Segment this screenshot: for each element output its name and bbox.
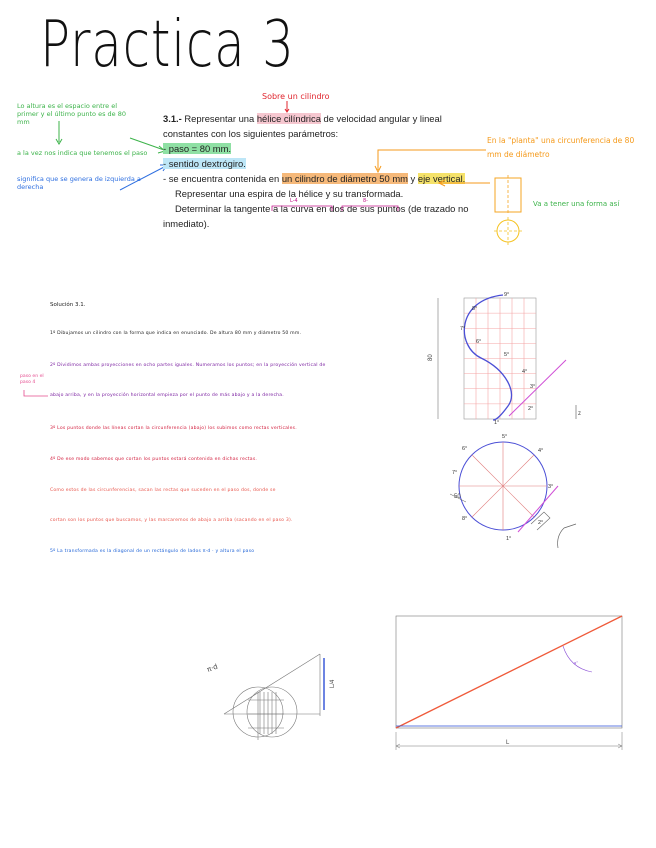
bullet-direction: - sentido dextrógiro.: [163, 158, 246, 169]
tangent-line: [509, 360, 566, 416]
solution-step-line: Como estos de las circunferencias, sacan las rectas que suceden en el paso dos, donde se: [50, 488, 276, 493]
helix-elevation-figure: [426, 288, 586, 428]
arrow-green-icon: [128, 136, 168, 156]
annotation-small: 8-: [363, 198, 368, 204]
plan-point-labels: [452, 434, 553, 542]
annotation-plan-note: En la "planta" una circunferencia de 80 mm de diámetro: [487, 136, 635, 159]
exercise-text: Representar una: [181, 113, 257, 124]
elevation-point-label: 7°: [460, 326, 466, 332]
length-label: L: [506, 740, 510, 746]
elevation-point-label: 6°: [476, 339, 482, 345]
arrow-orange-left-icon: [436, 178, 492, 188]
annotation-step-note: a la vez nos indica que tenemos el paso: [17, 149, 148, 157]
highlight-cylinder: un cilindro de diámetro 50 mm: [281, 173, 408, 184]
plan-point-label: 3°: [548, 484, 554, 490]
transform-figure: [388, 608, 628, 758]
plan-divisions: [459, 442, 547, 530]
tangent-construction-figure: [200, 640, 340, 750]
cylinder-sketch-icon: [492, 175, 528, 247]
arrow-orange-icon: [370, 146, 490, 174]
solution-step-line: cortan son los puntos que buscamos, y las marcaremos de abajo a arriba (sacando en el paso 3).: [50, 518, 293, 523]
bullet-step: - paso = 80 mm.: [163, 143, 232, 154]
elevation-point-label: 1°: [494, 420, 500, 426]
z-label: z: [578, 411, 581, 417]
plan-point-label: 4°: [538, 448, 544, 454]
solution-step-line: 5º La transformada es la diagonal de un rectángulo de lados π·d · y altura el paso: [50, 549, 255, 554]
plan-point-label: 1°: [506, 536, 512, 542]
exercise-number: 3.1.-: [163, 113, 182, 124]
solution-side-note: paso en el paso 4: [20, 374, 44, 385]
exercise-text: - se encuentra contenida en: [163, 173, 282, 184]
elevation-point-label: 2°: [528, 406, 534, 412]
diameter-label: 50: [454, 494, 461, 500]
arrow-down-green-icon: [55, 120, 63, 146]
solution-step-line: 1º Dibujamos un cilindro con la forma que indica en enunciado. De altura 80 mm y diámetro 50 mm.: [50, 331, 302, 336]
solution-step-line: 4º De ese modo sabemos que cortan los puntos estará contenida en dichas rectas.: [50, 457, 258, 462]
annotation-cylinder: Sobre un cilindro: [262, 92, 330, 101]
quarter-label: L/4: [330, 679, 336, 688]
elevation-point-label: 8°: [472, 306, 478, 312]
plan-point-label: 7°: [452, 470, 458, 476]
solution-step-line: 3º Los puntos donde las líneas cortan la circunferencia (abajo) los subimos como rectas verticales.: [50, 426, 297, 431]
highlight-helix: hélice cilíndrica: [256, 113, 321, 124]
bracket-icon: [270, 203, 400, 213]
exercise-text: de velocidad angular y lineal constantes con los siguientes parámetros:: [163, 113, 442, 139]
exercise-paragraph: Determinar la tangente a la curva en dos de sus puntos (de trazado no inmediato).: [163, 203, 469, 229]
transform-diagonal: [396, 616, 622, 728]
arrow-pink-icon: [22, 388, 52, 402]
elevation-point-label: 4°: [522, 369, 528, 375]
highlight-axis: eje vertical.: [417, 173, 466, 184]
solution-step-line: 2º Dividimos ambas proyecciones en ocho partes iguales. Numeramos los puntos; en la proyección vertical de: [50, 363, 326, 368]
elevation-point-label: 5°: [504, 352, 510, 358]
height-dimension-label: 80: [428, 354, 434, 361]
annotation-height-note: Lo altura es el espacio entre el primer y el último punto es de 80 mm: [17, 102, 126, 126]
solution-heading: Solución 3.1.: [50, 302, 86, 308]
annotation-small: L-4: [290, 198, 298, 204]
plan-point-label: 2°: [538, 520, 544, 526]
angle-arc: [563, 646, 592, 672]
elevation-point-label: 3°: [530, 384, 536, 390]
plan-point-label: 6°: [462, 446, 468, 452]
plan-point-label: 8°: [462, 516, 468, 522]
solution-step-line: abajo arriba, y en la proyección horizontal empieza por el punto de más abajo y a la derecha.: [50, 393, 284, 398]
elevation-grid: [464, 298, 536, 419]
elevation-point-label: 9°: [504, 292, 510, 298]
pi-label: π·d: [205, 662, 219, 674]
svg-text:α°: α°: [574, 660, 578, 665]
exercise-text: y: [407, 173, 418, 184]
helix-plan-figure: [436, 428, 586, 553]
annotation-shape-note: Va a tener una forma así: [533, 200, 620, 208]
exercise-paragraph: Representar una espira de la hélice y su transformada.: [175, 188, 404, 199]
annotation-direction-note: significa que se genera de izquierda a derecha: [17, 175, 141, 191]
plan-point-label: 5°: [502, 434, 508, 440]
page-title: Practica 3: [40, 8, 295, 82]
